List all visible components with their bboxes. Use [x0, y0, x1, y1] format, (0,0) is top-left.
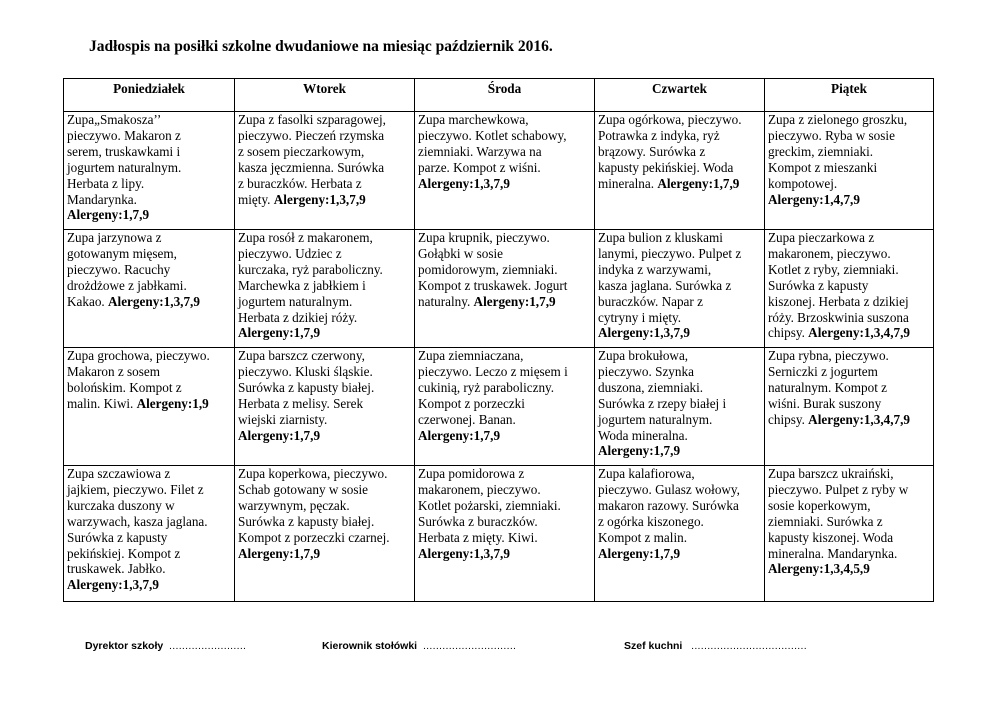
allergens: Alergeny:1,3,7,9 [418, 175, 510, 191]
meal-text: Zupa marchewkowa, pieczywo. Kotlet schabowy, ziemniaki. Warzywa na parze. Kompot z wiśni. [418, 112, 567, 175]
allergens: Alergeny:1,3,7,9 [598, 325, 690, 341]
signature-canteen-line: ............................. [422, 640, 517, 652]
allergens: Alergeny:1,7,9 [238, 325, 321, 341]
menu-cell [64, 112, 235, 230]
menu-cell [595, 466, 765, 602]
allergens: Alergeny:1,3,4,7,9 [808, 411, 910, 427]
allergens: Alergeny:1,3,7,9 [108, 293, 200, 309]
signature-chef [624, 640, 807, 652]
menu-table [63, 78, 934, 602]
allergens: Alergeny:1,7,9 [657, 175, 740, 191]
meal-text: Zupa barszcz ukraiński, pieczywo. Pulpet z ryby w sosie koperkowym, ziemniaki. Surówka z kapusty kiszonej. Woda mineralna. Mandarynka. [768, 466, 909, 561]
allergens: Alergeny:1,3,4,7,9 [808, 325, 910, 341]
header-wednesday: Środa [415, 79, 595, 112]
menu-cell [765, 230, 934, 348]
signature-canteen [322, 640, 516, 652]
allergens: Alergeny:1,9 [136, 395, 209, 411]
meal-text: Zupa rosół z makaronem, pieczywo. Udziec z kurczaka, ryż paraboliczny. Marchewka z jabłkiem i jogurtem naturalnym. Herbata z dzikiej róży. [238, 230, 383, 325]
meal-text: Zupa rybna, pieczywo. Serniczki z jogurtem naturalnym. Kompot z wiśni. Burak suszony chipsy. [768, 348, 889, 427]
menu-cell [64, 230, 235, 348]
signature-chef-line: .................................... [691, 640, 807, 652]
allergens: Alergeny:1,7,9 [598, 545, 681, 561]
meal-text: Zupa brokułowa, pieczywo. Szynka duszona, ziemniaki. Surówka z rzepy białej i jogurtem naturalnym. Woda mineralna. [598, 348, 727, 443]
meal-text: Zupa grochowa, pieczywo. Makaron z sosem bolońskim. Kompot z malin. Kiwi. [67, 348, 210, 411]
signature-director-label: Dyrektor szkoły [85, 640, 164, 652]
meal-text: Zupa ziemniaczana, pieczywo. Leczo z mięsem i cukinią, ryż paraboliczny. Kompot z porzeczki czerwonej. Banan. [418, 348, 568, 427]
menu-cell [595, 348, 765, 466]
meal-text: Zupa koperkowa, pieczywo. Schab gotowany w sosie warzywnym, pęczak. Surówka z kapusty białej. Kompot z porzeczki czarnej. [238, 466, 390, 545]
menu-cell [415, 466, 595, 602]
meal-text: Zupa pomidorowa z makaronem, pieczywo. Kotlet pożarski, ziemniaki. Surówka z buraczków. Herbata z mięty. Kiwi. [418, 466, 561, 545]
meal-text: Zupa z zielonego groszku, pieczywo. Ryba w sosie greckim, ziemniaki. Kompot z mieszanki kompotowej. [768, 112, 908, 191]
meal-text: Zupa bulion z kluskami lanymi, pieczywo. Pulpet z indyka z warzywami, kasza jaglana. Surówka z buraczków. Napar z cytryny i mięty. [598, 230, 742, 325]
table-row [64, 348, 934, 466]
menu-cell [415, 348, 595, 466]
signature-director [85, 640, 246, 652]
table-row [64, 230, 934, 348]
header-row [64, 79, 934, 112]
menu-cell [235, 112, 415, 230]
table-row [64, 112, 934, 230]
table-row [64, 466, 934, 602]
page-title: Jadłospis na posiłki szkolne dwudaniowe na miesiąc październik 2016. [89, 38, 553, 55]
header-friday: Piątek [765, 79, 934, 112]
menu-cell [235, 348, 415, 466]
menu-cell [765, 466, 934, 602]
meal-text: Zupa szczawiowa z jajkiem, pieczywo. Filet z kurczaka duszony w warzywach, kasza jaglana. Surówka z kapusty pekińskiej. Kompot z truskawek. Jabłko. [67, 466, 208, 577]
allergens: Alergeny:1,4,7,9 [768, 191, 860, 207]
allergens: Alergeny:1,7,9 [67, 207, 150, 223]
menu-cell [415, 112, 595, 230]
header-monday: Poniedziałek [64, 79, 235, 112]
allergens: Alergeny:1,7,9 [238, 545, 321, 561]
menu-cell [595, 112, 765, 230]
menu-cell [415, 230, 595, 348]
menu-cell [64, 348, 235, 466]
meal-text: Zupa„Smakosza’’ pieczywo. Makaron z serem, truskawkami i jogurtem naturalnym. Herbata z lipy. Mandarynka. [67, 112, 182, 207]
signature-canteen-label: Kierownik stołówki [322, 640, 418, 652]
allergens: Alergeny:1,3,7,9 [273, 191, 366, 207]
meal-text: Zupa pieczarkowa z makaronem, pieczywo. Kotlet z ryby, ziemniaki. Surówka z kapusty kiszonej. Herbata z dzikiej róży. Brzoskwinia suszona chipsy. [768, 230, 909, 341]
menu-cell [64, 466, 235, 602]
meal-text: Zupa jarzynowa z gotowanym mięsem, pieczywo. Racuchy drożdżowe z jabłkami. Kakao. [67, 230, 187, 309]
allergens: Alergeny:1,3,7,9 [67, 577, 159, 593]
menu-cell [595, 230, 765, 348]
allergens: Alergeny:1,7,9 [473, 293, 556, 309]
signature-chef-label: Szef kuchni [624, 640, 683, 652]
allergens: Alergeny:1,3,7,9 [418, 545, 510, 561]
meal-text: Zupa barszcz czerwony, pieczywo. Kluski śląskie. Surówka z kapusty białej. Herbata z melisy. Serek wiejski ziarnisty. [238, 348, 375, 427]
allergens: Alergeny:1,7,9 [418, 427, 501, 443]
allergens: Alergeny:1,3,4,5,9 [768, 561, 870, 577]
header-tuesday: Wtorek [235, 79, 415, 112]
meal-text: Zupa kalafiorowa, pieczywo. Gulasz wołowy, makaron razowy. Surówka z ogórka kiszonego. Kompot z malin. [598, 466, 740, 545]
menu-cell [235, 466, 415, 602]
menu-cell [765, 112, 934, 230]
meal-text: Zupa ogórkowa, pieczywo. Potrawka z indyka, ryż brązowy. Surówka z kapusty pekińskiej. Woda mineralna. [598, 112, 742, 191]
menu-cell [235, 230, 415, 348]
menu-cell [765, 348, 934, 466]
meal-text: Zupa krupnik, pieczywo. Gołąbki w sosie pomidorowym, ziemniaki. Kompot z truskawek. Jogurt naturalny. [418, 230, 568, 309]
header-thursday: Czwartek [595, 79, 765, 112]
meal-text: Zupa z fasolki szparagowej, pieczywo. Pieczeń rzymska z sosem pieczarkowym, kasza jęczmienna. Surówka z buraczków. Herbata z mięty. [238, 112, 386, 207]
allergens: Alergeny:1,7,9 [238, 427, 321, 443]
allergens: Alergeny:1,7,9 [598, 443, 681, 459]
signature-director-line: ........................ [169, 640, 247, 652]
